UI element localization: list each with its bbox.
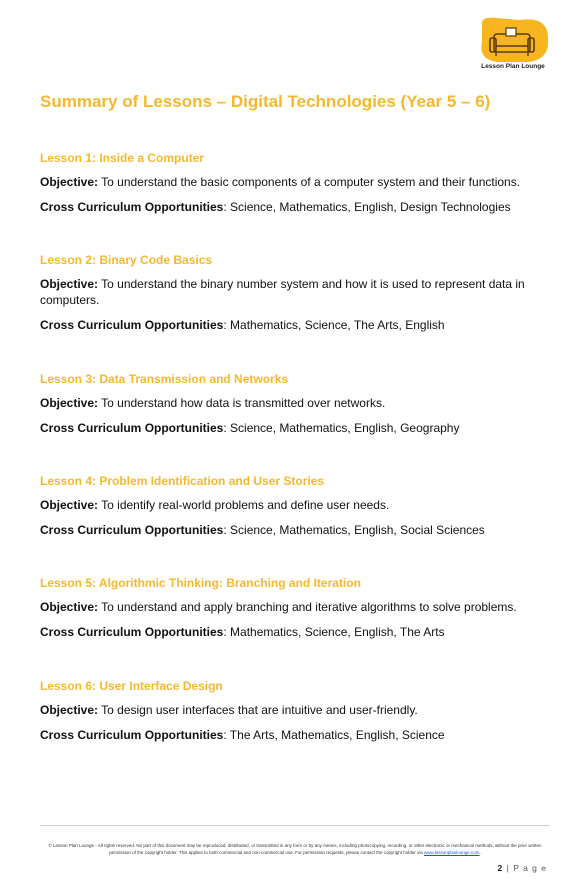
objective-label: Objective: (40, 277, 99, 291)
objective-label: Objective: (40, 703, 99, 717)
cross-curriculum-label: Cross Curriculum Opportunities (40, 200, 224, 214)
cross-curriculum-text: : Mathematics, Science, English, The Arts (223, 625, 445, 639)
lesson-heading: Lesson 6: User Interface Design (40, 679, 223, 693)
lesson-objective (40, 702, 550, 718)
cross-curriculum-label: Cross Curriculum Opportunities (40, 523, 224, 537)
footer-period: . (479, 850, 481, 855)
lesson-heading: Lesson 1: Inside a Computer (40, 151, 205, 165)
lesson-objective (40, 395, 550, 411)
cross-curriculum-label: Cross Curriculum Opportunities (40, 728, 224, 742)
lesson-block (40, 372, 550, 445)
copyright-footer (44, 842, 546, 856)
cross-curriculum-text: : Science, Mathematics, English, Design Technologies (223, 200, 511, 214)
lesson-heading: Lesson 4: Problem Identification and User Stories (40, 474, 325, 488)
lesson-objective (40, 599, 550, 615)
page-separator: | (503, 863, 514, 873)
page-number-value: 2 (497, 863, 504, 873)
objective-text: To understand and apply branching and iterative algorithms to solve problems. (98, 600, 517, 614)
lesson-cross-curriculum (40, 420, 550, 436)
lesson-objective (40, 174, 550, 190)
lesson-heading: Lesson 3: Data Transmission and Networks (40, 372, 289, 386)
copyright-text: © Lesson Plan Lounge - All rights reserved. No part of this document may be reproduced, distributed, or transmitted in any form or by any means, including photocopying, recording, or other electronic or mechanical methods, without the prior written permission of the copyright holder. This applies to both commercial and non-commercial use. For permission requests, please contact the copyright holder via (48, 843, 542, 855)
cross-curriculum-label: Cross Curriculum Opportunities (40, 318, 224, 332)
cross-curriculum-label: Cross Curriculum Opportunities (40, 625, 224, 639)
objective-text: To understand how data is transmitted over networks. (98, 396, 386, 410)
lesson-block (40, 151, 550, 224)
lesson-block (40, 253, 550, 342)
lesson-cross-curriculum (40, 624, 550, 640)
cross-curriculum-text: : The Arts, Mathematics, English, Science (223, 728, 445, 742)
footer-divider (40, 825, 550, 826)
objective-text: To identify real-world problems and define user needs. (98, 498, 390, 512)
logo-text: Lesson Plan Lounge (481, 63, 545, 70)
lesson-cross-curriculum (40, 317, 550, 333)
objective-text: To understand the basic components of a computer system and their functions. (98, 175, 521, 189)
lesson-cross-curriculum (40, 522, 550, 538)
objective-text: To design user interfaces that are intuitive and user-friendly. (98, 703, 418, 717)
page-label: P a g e (513, 863, 547, 873)
cross-curriculum-text: : Science, Mathematics, English, Geography (223, 421, 460, 435)
objective-label: Objective: (40, 498, 99, 512)
lesson-block (40, 474, 550, 547)
cross-curriculum-label: Cross Curriculum Opportunities (40, 421, 224, 435)
lesson-heading: Lesson 2: Binary Code Basics (40, 253, 213, 267)
lesson-objective (40, 276, 550, 308)
page-number (498, 863, 547, 873)
lesson-block (40, 576, 550, 649)
objective-label: Objective: (40, 396, 99, 410)
objective-label: Objective: (40, 175, 99, 189)
objective-text: To understand the binary number system and how it is used to represent data in computers. (40, 277, 525, 307)
page-title: Summary of Lessons – Digital Technologies (Year 5 – 6) (40, 92, 491, 111)
objective-label: Objective: (40, 600, 99, 614)
lesson-objective (40, 497, 550, 513)
lesson-cross-curriculum (40, 199, 550, 215)
lesson-block (40, 679, 550, 752)
lesson-heading: Lesson 5: Algorithmic Thinking: Branching and Iteration (40, 576, 361, 590)
cross-curriculum-text: : Science, Mathematics, English, Social Sciences (223, 523, 485, 537)
lesson-cross-curriculum (40, 727, 550, 743)
website-link[interactable]: www.lessonplanlounge.com (424, 850, 480, 855)
cross-curriculum-text: : Mathematics, Science, The Arts, English (223, 318, 445, 332)
